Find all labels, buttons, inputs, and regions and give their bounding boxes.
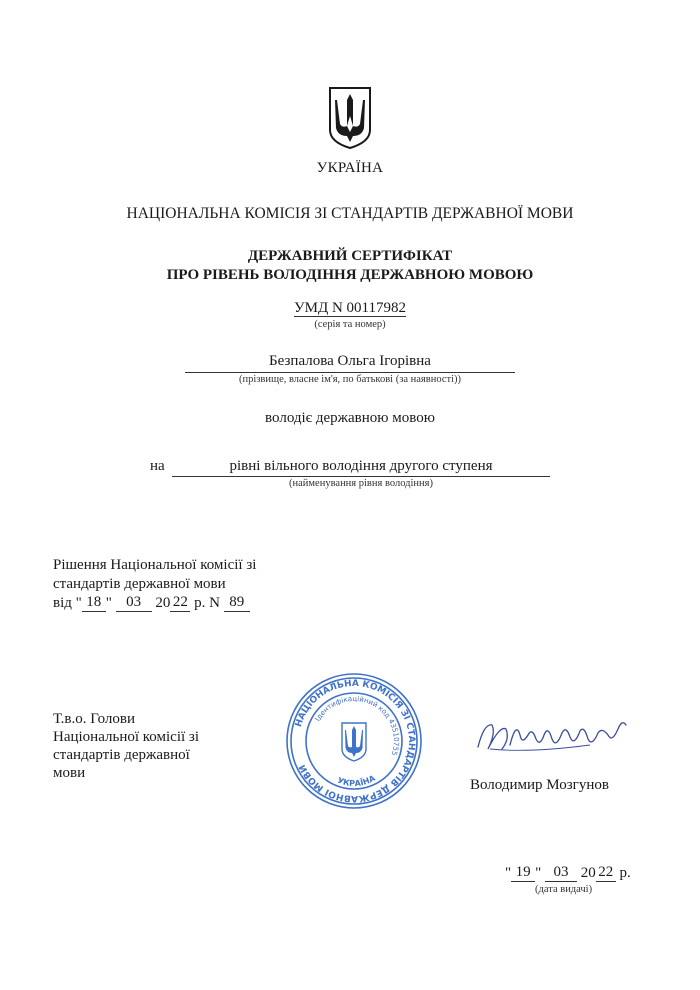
signatory-position — [53, 710, 228, 782]
issue-year-prefix: 20 — [580, 865, 596, 881]
trident-icon — [328, 86, 372, 150]
position-line3: стандартів державної — [53, 747, 190, 763]
certificate-title — [0, 247, 700, 285]
level-prefix: на — [150, 458, 165, 474]
decision-year-suffix: 22 — [170, 594, 190, 612]
issue-quote-open: " — [505, 865, 512, 881]
proficiency-level-hint: (найменування рівня володіння) — [289, 478, 433, 489]
position-line2: Національної комісії зі — [53, 729, 200, 745]
handwritten-signature — [470, 705, 635, 765]
serial-prefix: УМД N — [294, 300, 343, 316]
issue-day: 19 — [511, 864, 535, 882]
serial-number — [0, 300, 700, 330]
certificate-title-line2: ПРО РІВЕНЬ ВОЛОДІННЯ ДЕРЖАВНОЮ МОВОЮ — [166, 267, 534, 283]
stamp-country-text: УКРАЇНА — [336, 773, 377, 789]
issue-year-suffix: 22 — [596, 864, 616, 882]
decision-quote-close: " — [105, 595, 112, 611]
issue-year-label: р. — [619, 865, 631, 881]
commission-name: НАЦІОНАЛЬНА КОМІСІЯ ЗІ СТАНДАРТІВ ДЕРЖАВНОЇ МОВИ — [126, 205, 574, 222]
issue-date — [505, 864, 631, 882]
position-line1: Т.в.о. Голови — [53, 711, 135, 727]
proficiency-level: рівні вільного володіння другого ступеня — [172, 458, 550, 477]
decision-date-prefix: від " — [53, 595, 82, 611]
stamp-code-text: Ідентифікаційний код 43510755 — [313, 694, 401, 757]
issue-month: 03 — [545, 864, 577, 882]
decision-line1: Рішення Національної комісії зі — [53, 557, 257, 573]
signatory-name: Володимир Мозгунов — [470, 777, 609, 793]
issue-date-hint: (дата видачі) — [535, 884, 593, 895]
owns-language-text: володіє державною мовою — [265, 410, 435, 426]
holder-name: Безпалова Ольга Ігорівна — [185, 353, 515, 373]
issue-quote-close: " — [535, 865, 542, 881]
certificate-title-line1: ДЕРЖАВНИЙ СЕРТИФІКАТ — [247, 248, 453, 264]
holder-name-hint: (прізвище, власне ім'я, по батькові (за наявності)) — [238, 374, 462, 385]
position-line4: мови — [53, 765, 86, 781]
official-stamp — [284, 671, 424, 811]
decision-day: 18 — [82, 594, 106, 612]
country-name: УКРАЇНА — [316, 160, 384, 176]
stamp-ring-text: НАЦІОНАЛЬНА КОМІСІЯ ЗІ СТАНДАРТІВ ДЕРЖАВНОЇ МОВИ — [293, 678, 417, 804]
decision-text — [53, 556, 256, 594]
decision-year-label: р. N — [194, 595, 220, 611]
serial-value: 00117982 — [346, 300, 406, 316]
decision-date — [53, 594, 250, 612]
decision-number: 89 — [224, 594, 250, 612]
decision-month: 03 — [116, 594, 152, 612]
stamp-trident-icon — [342, 723, 366, 761]
serial-hint: (серія та номер) — [314, 319, 386, 330]
decision-year-prefix: 20 — [155, 595, 171, 611]
decision-line2: стандартів державної мови — [53, 576, 226, 592]
